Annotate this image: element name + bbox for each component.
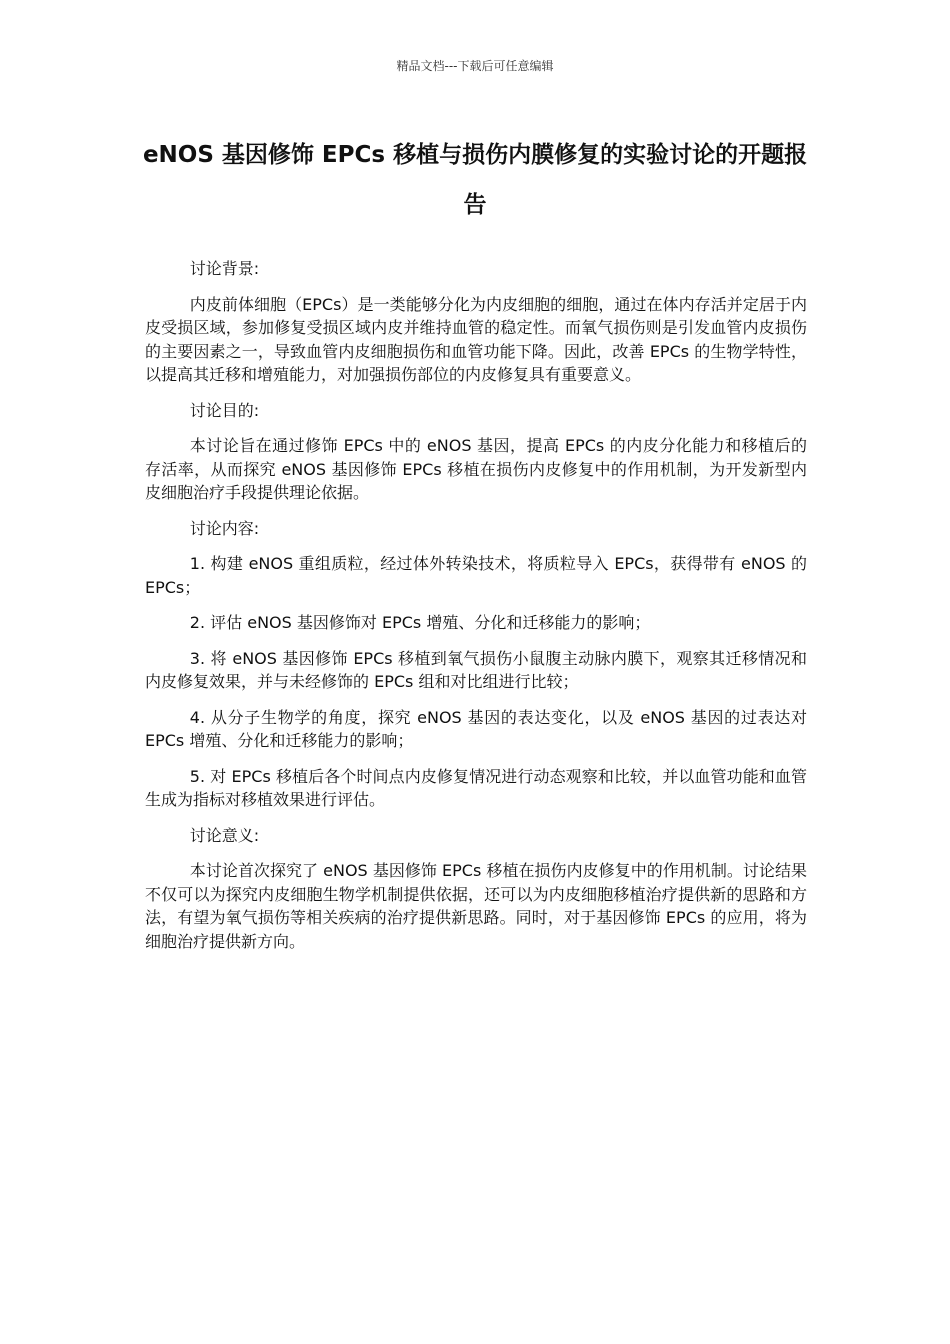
section-heading-content: 讨论内容: (189, 518, 260, 538)
content-item-4: 4. 从分子生物学的角度，探究 eNOS 基因的表达变化，以及 eNOS 基因的过表达对 EPCs 增殖、分化和迁移能力的影响； (145, 707, 807, 750)
content-item-5: 5. 对 EPCs 移植后各个时间点内皮修复情况进行动态观察和比较，并以血管功能和血管生成为指标对移植效果进行评估。 (145, 766, 807, 809)
content-item-3: 3. 将 eNOS 基因修饰 EPCs 移植到氧气损伤小鼠腹主动脉内膜下，观察其迁移情况和内皮修复效果，并与未经修饰的 EPCs 组和对比组进行比较； (145, 648, 807, 691)
paragraph-purpose: 本讨论旨在通过修饰 EPCs 中的 eNOS 基因，提高 EPCs 的内皮分化能力和移植后的存活率，从而探究 eNOS 基因修饰 EPCs 移植在损伤内皮修复中的作用机制，为开发新型内皮细胞治疗手段提供理论依据。 (145, 436, 807, 502)
section-heading-background: 讨论背景: (189, 259, 260, 278)
page-header: 精品文档---下载后可任意编辑 (396, 59, 554, 73)
content-item-2: 2. 评估 eNOS 基因修饰对 EPCs 增殖、分化和迁移能力的影响； (189, 613, 651, 632)
paragraph-significance: 本讨论首次探究了 eNOS 基因修饰 EPCs 移植在损伤内皮修复中的作用机制。讨论结果不仅可以为探究内皮细胞生物学机制提供依据，还可以为内皮细胞移植治疗提供新的思路和方法，有望为氧气损伤等相关疾病的治疗提供新思路。同时，对于基因修饰 EPCs 的应用，将为细胞治疗提供新方向。 (145, 861, 807, 951)
content-item-1: 1. 构建 eNOS 重组质粒，经过体外转染技术，将质粒导入 EPCs，获得带有 eNOS 的 EPCs； (145, 554, 807, 597)
section-heading-purpose: 讨论目的: (189, 400, 260, 420)
document-body (145, 257, 807, 965)
paragraph-background: 内皮前体细胞（EPCs）是一类能够分化为内皮细胞的细胞，通过在体内存活并定居于内皮受损区域，参加修复受损区域内皮并维持血管的稳定性。而氧气损伤则是引发血管内皮损伤的主要因素之一，导致血管内皮细胞损伤和血管功能下降。因此，改善 EPCs 的生物学特性，以提高其迁移和增殖能力，对加强损伤部位的内皮修复具有重要意义。 (145, 294, 807, 384)
section-heading-significance: 讨论意义: (189, 825, 260, 845)
document-title: eNOS 基因修饰 EPCs 移植与损伤内膜修复的实验讨论的开题报告 (142, 142, 808, 218)
